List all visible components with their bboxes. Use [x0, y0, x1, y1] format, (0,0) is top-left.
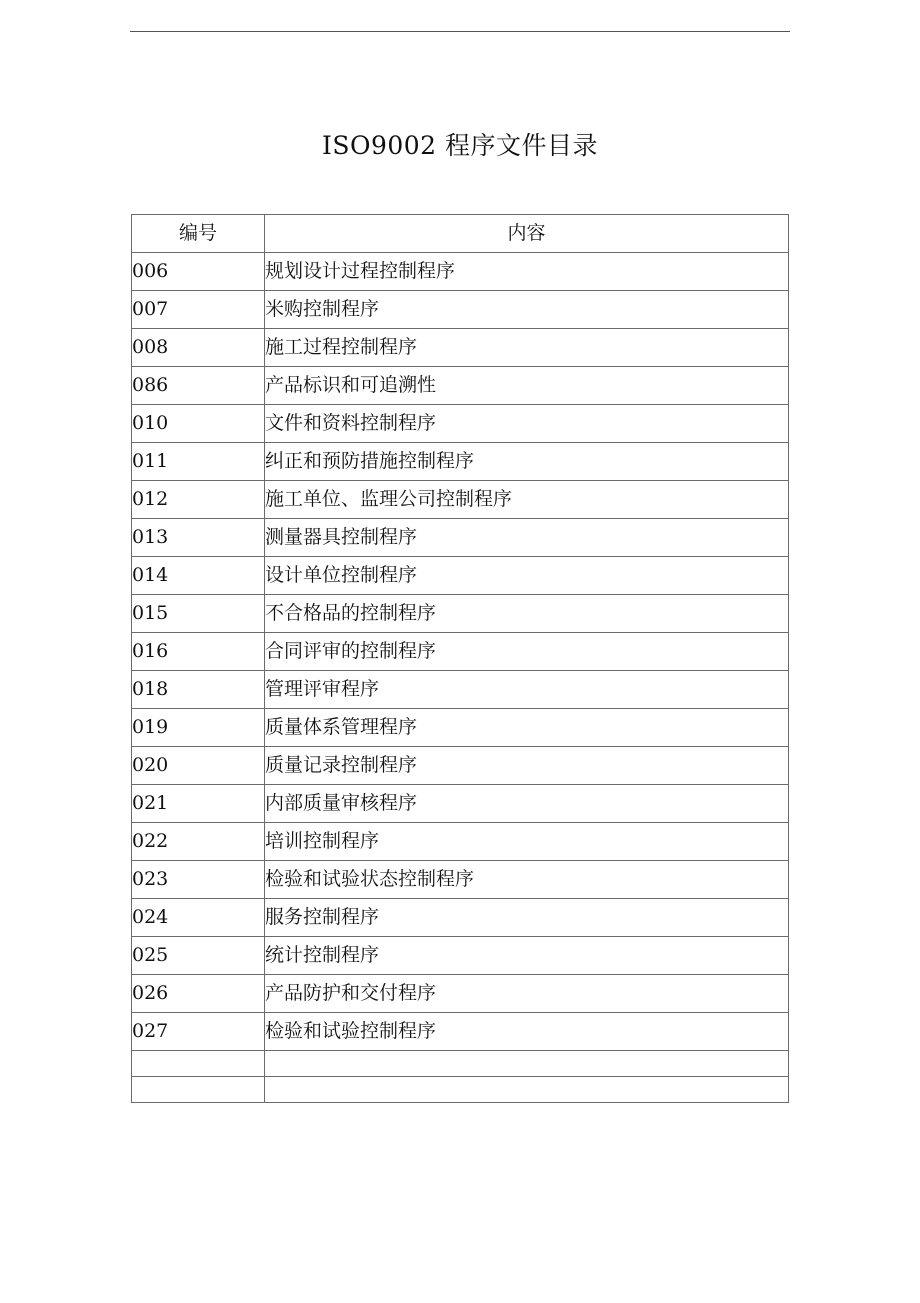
table-row [132, 1077, 789, 1103]
column-header-content: 内容 [265, 215, 789, 253]
procedure-code-cell: 086 [132, 367, 265, 405]
procedure-name-cell: 设计单位控制程序 [265, 557, 789, 595]
procedure-code-cell [132, 1077, 265, 1103]
table-header-row [132, 215, 789, 253]
procedure-name-cell: 测量器具控制程序 [265, 519, 789, 557]
procedure-code-cell: 012 [132, 481, 265, 519]
procedure-code-cell: 014 [132, 557, 265, 595]
table-row [132, 747, 789, 785]
procedure-name-cell: 检验和试验状态控制程序 [265, 861, 789, 899]
table-row [132, 253, 789, 291]
procedure-code-cell: 006 [132, 253, 265, 291]
procedure-name-cell: 服务控制程序 [265, 899, 789, 937]
procedure-code-cell: 019 [132, 709, 265, 747]
document-title: ISO9002 程序文件目录 [321, 131, 599, 160]
procedure-code-cell: 013 [132, 519, 265, 557]
procedure-code-cell: 021 [132, 785, 265, 823]
procedure-code-cell: 016 [132, 633, 265, 671]
procedure-name-cell: 产品标识和可追溯性 [265, 367, 789, 405]
table-row [132, 785, 789, 823]
procedure-name-cell: 施工单位、监理公司控制程序 [265, 481, 789, 519]
table-row [132, 1013, 789, 1051]
procedure-code-cell: 026 [132, 975, 265, 1013]
procedure-name-cell: 质量记录控制程序 [265, 747, 789, 785]
procedure-code-cell: 027 [132, 1013, 265, 1051]
table-row [132, 405, 789, 443]
procedure-name-cell: 内部质量审核程序 [265, 785, 789, 823]
procedure-code-cell: 007 [132, 291, 265, 329]
procedure-name-cell: 培训控制程序 [265, 823, 789, 861]
procedure-code-cell: 020 [132, 747, 265, 785]
table-row [132, 367, 789, 405]
procedure-name-cell: 米购控制程序 [265, 291, 789, 329]
procedure-code-cell: 011 [132, 443, 265, 481]
procedure-code-cell: 023 [132, 861, 265, 899]
procedure-name-cell: 统计控制程序 [265, 937, 789, 975]
column-header-code: 编号 [132, 215, 265, 253]
procedure-code-cell: 022 [132, 823, 265, 861]
table-body [132, 253, 789, 1103]
procedure-name-cell: 施工过程控制程序 [265, 329, 789, 367]
procedure-name-cell: 规划设计过程控制程序 [265, 253, 789, 291]
procedure-name-cell: 产品防护和交付程序 [265, 975, 789, 1013]
procedure-code-cell [132, 1051, 265, 1077]
procedure-code-cell: 015 [132, 595, 265, 633]
table-row [132, 291, 789, 329]
table-row [132, 709, 789, 747]
header-rule [130, 31, 790, 32]
table-row [132, 595, 789, 633]
table-row [132, 823, 789, 861]
table-row [132, 481, 789, 519]
table-row [132, 861, 789, 899]
table-row [132, 975, 789, 1013]
procedure-code-cell: 010 [132, 405, 265, 443]
procedure-name-cell [265, 1077, 789, 1103]
table-row [132, 899, 789, 937]
table-row [132, 443, 789, 481]
procedure-code-cell: 018 [132, 671, 265, 709]
procedure-catalog-table [131, 214, 789, 1103]
procedure-code-cell: 008 [132, 329, 265, 367]
table-row [132, 557, 789, 595]
table-row [132, 937, 789, 975]
procedure-name-cell: 合同评审的控制程序 [265, 633, 789, 671]
procedure-name-cell: 文件和资料控制程序 [265, 405, 789, 443]
procedure-name-cell: 不合格品的控制程序 [265, 595, 789, 633]
table-row [132, 329, 789, 367]
table-row [132, 1051, 789, 1077]
procedure-name-cell: 质量体系管理程序 [265, 709, 789, 747]
procedure-name-cell: 检验和试验控制程序 [265, 1013, 789, 1051]
procedure-name-cell: 管理评审程序 [265, 671, 789, 709]
table-row [132, 519, 789, 557]
procedure-name-cell [265, 1051, 789, 1077]
procedure-code-cell: 025 [132, 937, 265, 975]
procedure-code-cell: 024 [132, 899, 265, 937]
table-row [132, 671, 789, 709]
procedure-name-cell: 纠正和预防措施控制程序 [265, 443, 789, 481]
table-row [132, 633, 789, 671]
